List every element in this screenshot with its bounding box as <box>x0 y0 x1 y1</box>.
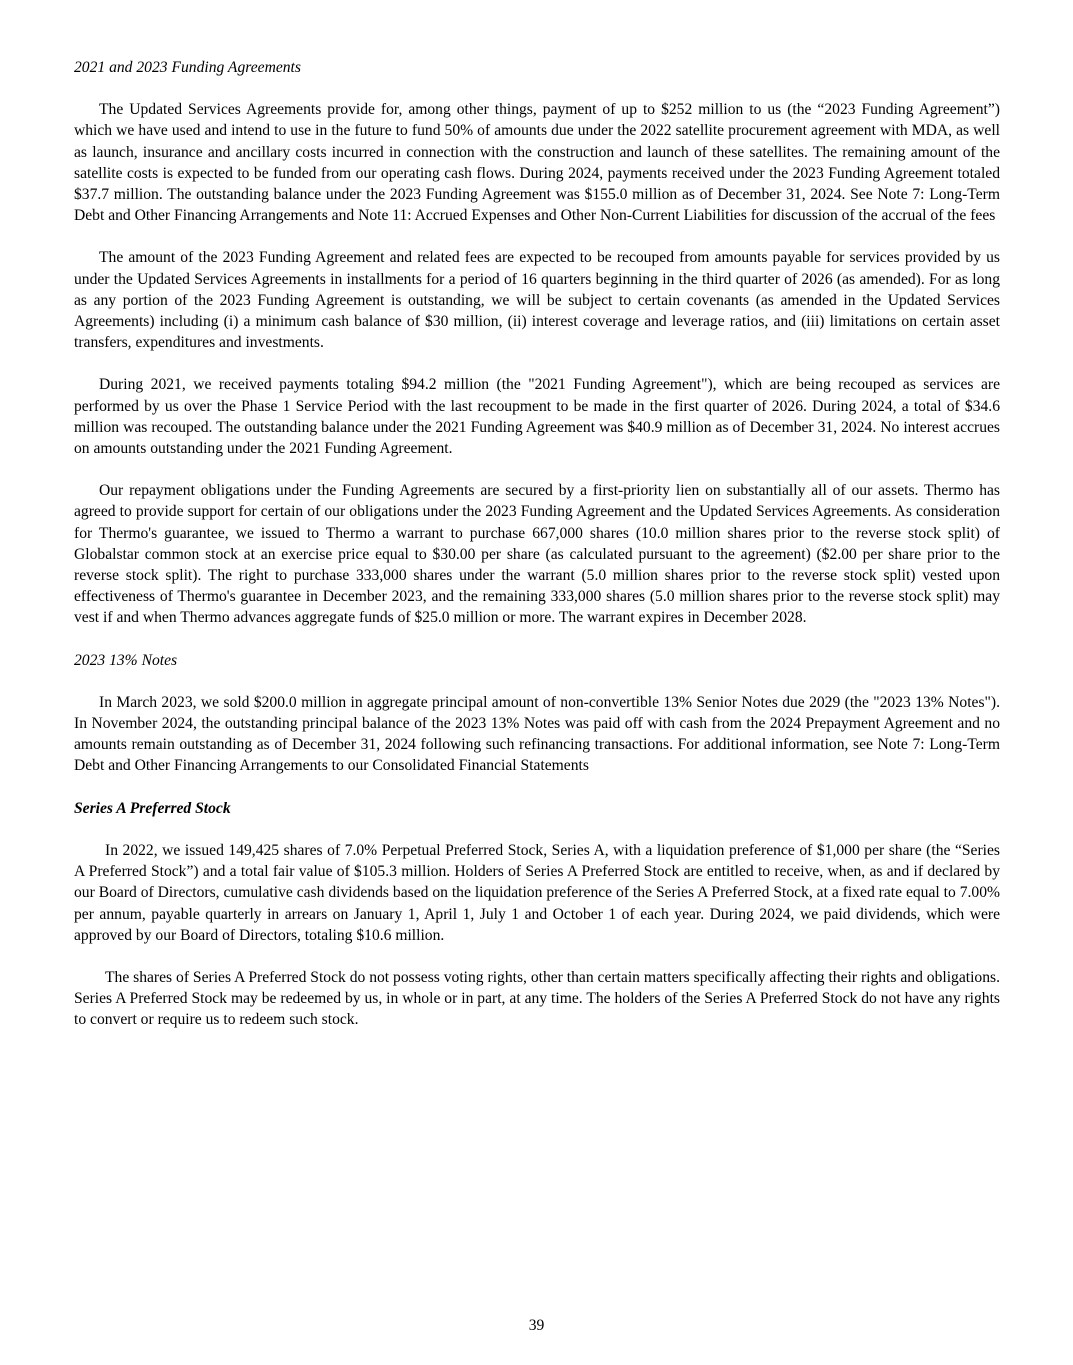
paragraph-2023-funding-agreement: The Updated Services Agreements provide for, among other things, payment of up to $252 million to us (the “2023 Funding Agreement”) which we have used and intend to use in the future to fund 50% of amounts due under the 2022 satellite procurement agreement with MDA, as well as launch, insurance and ancillary costs incurred in connection with the construction and launch of these satellites. The remaining amount of the satellite costs is expected to be funded from our operating cash flows. During 2024, payments received under the 2023 Funding Agreement totaled $37.7 million. The outstanding balance under the 2023 Funding Agreement was $155.0 million as of December 31, 2024. See Note 7: Long-Term Debt and Other Financing Arrangements and Note 11: Accrued Expenses and Other Non-Current Liabilities for discussion of the accrual of the fees <box>74 101 1000 225</box>
document-page <box>74 57 1000 1052</box>
paragraph-preferred-stock-rights: The shares of Series A Preferred Stock do not possess voting rights, other than certain matters specifically affecting their rights and obligations. Series A Preferred Stock may be redeemed by us, in whole or in part, at any time. The holders of the Series A Preferred Stock do not have any rights to convert or require us to redeem such stock. <box>74 968 1000 1029</box>
paragraph-13-notes: In March 2023, we sold $200.0 million in aggregate principal amount of non-convertible 13% Senior Notes due 2029 (the "2023 13% Notes"). In November 2024, the outstanding principal balance of the 2023 13% Notes was paid off with cash from the 2024 Prepayment Agreement and no amounts remain outstanding as of December 31, 2024 following such refinancing transactions. For additional information, see Note 7: Long-Term Debt and Other Financing Arrangements to our Consolidated Financial Statements <box>74 693 1000 775</box>
page-number: 39 <box>528 1317 545 1334</box>
section-heading-preferred-stock: Series A Preferred Stock <box>74 799 231 817</box>
section-heading-13-notes: 2023 13% Notes <box>74 651 178 669</box>
paragraph-funding-recoupment: The amount of the 2023 Funding Agreement and related fees are expected to be recouped from amounts payable for services provided by us under the Updated Services Agreements in installments for a period of 16 quarters beginning in the third quarter of 2026 (as amended). For as long as any portion of the 2023 Funding Agreement is outstanding, we will be subject to certain covenants (as amended in the Updated Services Agreements) including (i) a minimum cash balance of $30 million, (ii) interest coverage and leverage ratios, and (iii) limitations on certain asset transfers, expenditures and investments. <box>74 249 1000 352</box>
paragraph-repayment-obligations: Our repayment obligations under the Funding Agreements are secured by a first-priority lien on substantially all of our assets. Thermo has agreed to provide support for certain of our obligations under the 2023 Funding Agreement and the Updated Services Agreements. As consideration for Thermo's guarantee, we issued to Thermo a warrant to purchase 667,000 shares (10.0 million shares prior to the reverse stock split) of Globalstar common stock at an exercise price equal to $30.00 per share (as calculated pursuant to the agreement) ($2.00 per share prior to the reverse stock split). The right to purchase 333,000 shares under the warrant (5.0 million shares prior to the reverse stock split) vested upon effectiveness of Thermo's guarantee in December 2023, and the remaining 333,000 shares (5.0 million shares prior to the reverse stock split) may vest if and when Thermo advances aggregate funds of $25.0 million or more. The warrant expires in December 2028. <box>74 482 1000 627</box>
paragraph-preferred-stock-issuance: In 2022, we issued 149,425 shares of 7.0% Perpetual Preferred Stock, Series A, with a liquidation preference of $1,000 per share (the “Series A Preferred Stock”) and a total fair value of $105.3 million. Holders of Series A Preferred Stock are entitled to receive, when, as and if declared by our Board of Directors, cumulative cash dividends based on the liquidation preference of the Series A Preferred Stock, at a fixed rate equal to 7.00% per annum, payable quarterly in arrears on January 1, April 1, July 1 and October 1 of each year. During 2024, we paid dividends, which were approved by our Board of Directors, totaling $10.6 million. <box>74 841 1000 944</box>
section-heading-funding-agreements: 2021 and 2023 Funding Agreements <box>74 59 301 76</box>
paragraph-2021-funding-agreement: During 2021, we received payments totaling $94.2 million (the "2021 Funding Agreement"), which are being recouped as services are performed by us over the Phase 1 Service Period with the last recoupment to be made in the first quarter of 2026. During 2024, a total of $34.6 million was recouped. The outstanding balance under the 2021 Funding Agreement was $40.9 million as of December 31, 2024. No interest accrues on amounts outstanding under the 2021 Funding Agreement. <box>74 376 1000 458</box>
